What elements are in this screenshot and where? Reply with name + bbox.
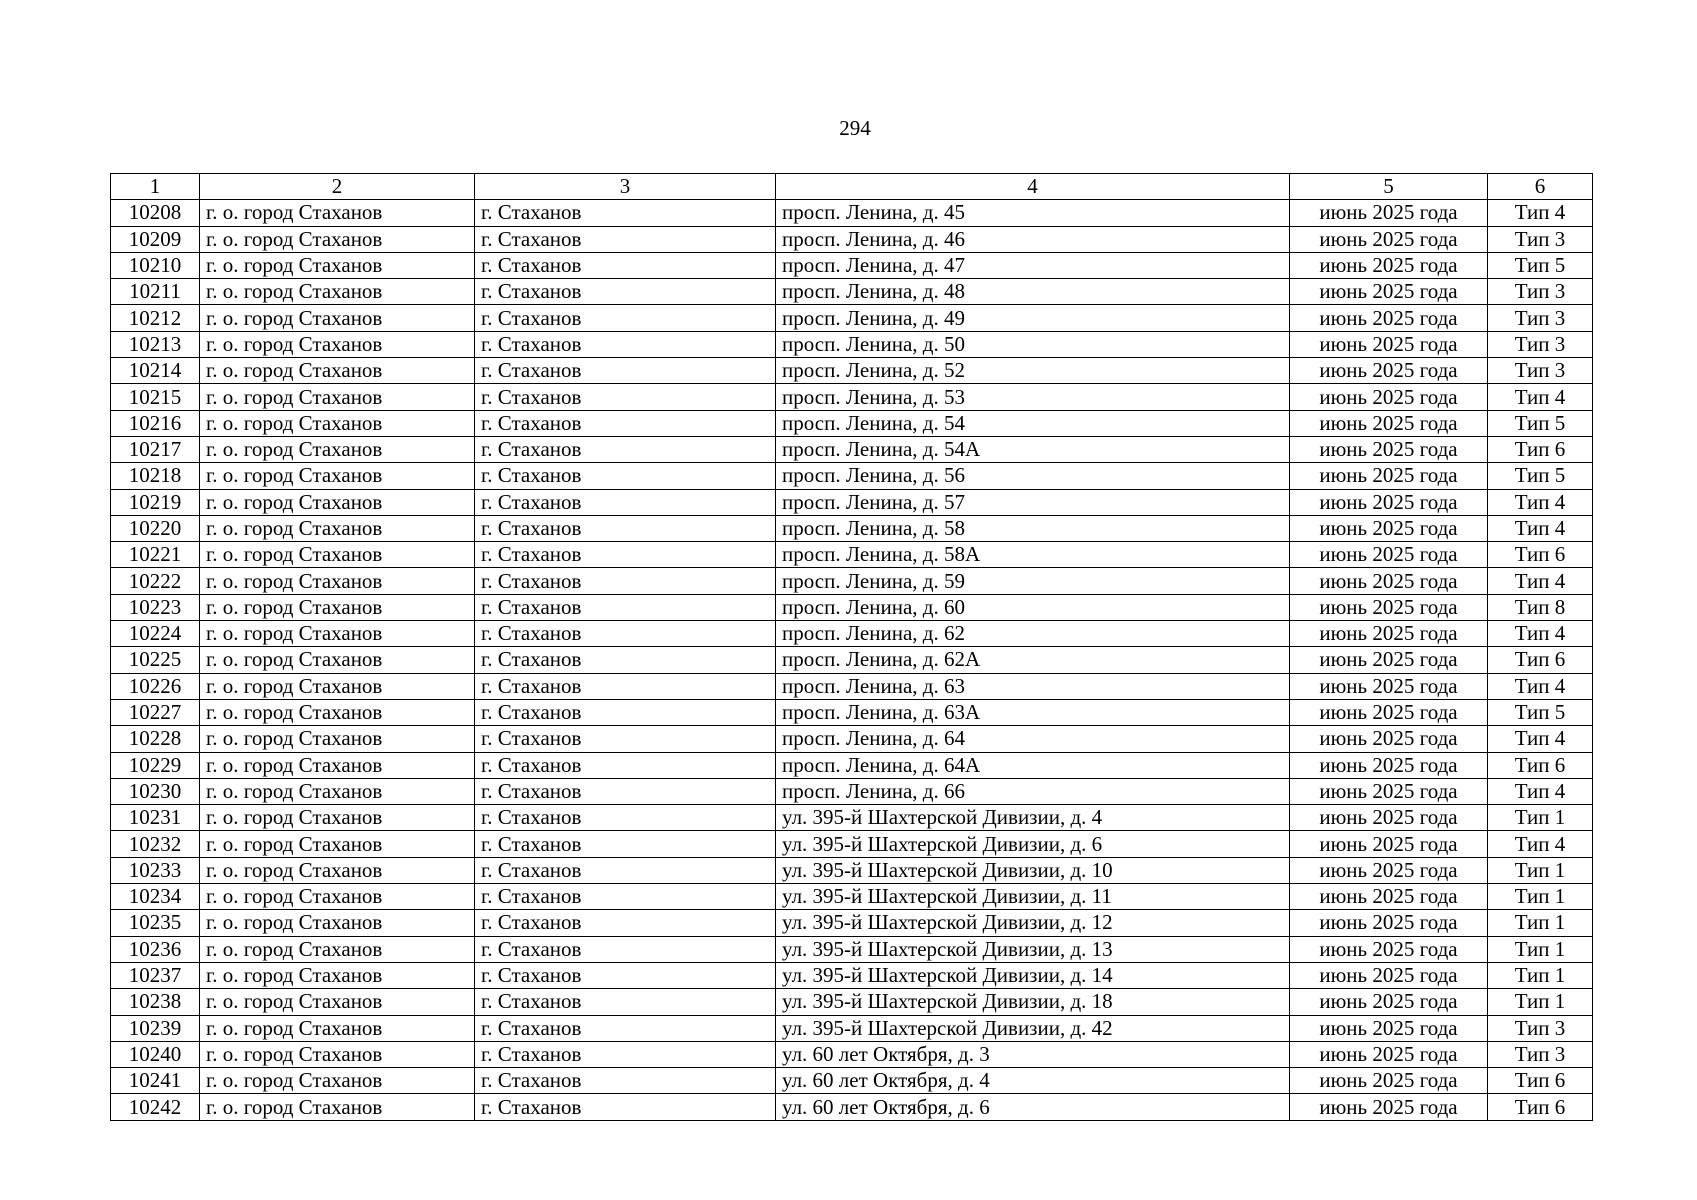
- header-cell-3: 3: [475, 174, 776, 200]
- record-number-cell: 10215: [111, 384, 200, 410]
- address-cell: просп. Ленина, д. 64А: [776, 752, 1290, 778]
- table-row: [111, 884, 1593, 910]
- record-number-cell: 10210: [111, 252, 200, 278]
- locality-cell: г. Стаханов: [475, 884, 776, 910]
- date-cell: июнь 2025 года: [1290, 936, 1488, 962]
- table-row: [111, 621, 1593, 647]
- table-row: [111, 226, 1593, 252]
- record-number-cell: 10220: [111, 515, 200, 541]
- date-cell: июнь 2025 года: [1290, 200, 1488, 226]
- type-cell: Тип 3: [1488, 331, 1593, 357]
- address-cell: просп. Ленина, д. 63А: [776, 699, 1290, 725]
- locality-cell: г. Стаханов: [475, 542, 776, 568]
- table-row: [111, 279, 1593, 305]
- type-cell: Тип 3: [1488, 1015, 1593, 1041]
- type-cell: Тип 3: [1488, 358, 1593, 384]
- municipality-cell: г. о. город Стаханов: [200, 358, 475, 384]
- locality-cell: г. Стаханов: [475, 752, 776, 778]
- date-cell: июнь 2025 года: [1290, 568, 1488, 594]
- municipality-cell: г. о. город Стаханов: [200, 726, 475, 752]
- type-cell: Тип 1: [1488, 989, 1593, 1015]
- record-number-cell: 10230: [111, 778, 200, 804]
- locality-cell: г. Стаханов: [475, 857, 776, 883]
- type-cell: Тип 4: [1488, 831, 1593, 857]
- date-cell: июнь 2025 года: [1290, 489, 1488, 515]
- date-cell: июнь 2025 года: [1290, 778, 1488, 804]
- date-cell: июнь 2025 года: [1290, 962, 1488, 988]
- municipality-cell: г. о. город Стаханов: [200, 989, 475, 1015]
- table-row: [111, 410, 1593, 436]
- municipality-cell: г. о. город Стаханов: [200, 910, 475, 936]
- locality-cell: г. Стаханов: [475, 962, 776, 988]
- table-row: [111, 699, 1593, 725]
- address-cell: ул. 395-й Шахтерской Дивизии, д. 6: [776, 831, 1290, 857]
- date-cell: июнь 2025 года: [1290, 1094, 1488, 1120]
- address-cell: просп. Ленина, д. 59: [776, 568, 1290, 594]
- locality-cell: г. Стаханов: [475, 778, 776, 804]
- table-row: [111, 436, 1593, 462]
- address-cell: просп. Ленина, д. 53: [776, 384, 1290, 410]
- record-number-cell: 10236: [111, 936, 200, 962]
- locality-cell: г. Стаханов: [475, 279, 776, 305]
- page-number: 294: [839, 116, 871, 140]
- date-cell: июнь 2025 года: [1290, 1015, 1488, 1041]
- date-cell: июнь 2025 года: [1290, 1068, 1488, 1094]
- record-number-cell: 10225: [111, 647, 200, 673]
- type-cell: Тип 4: [1488, 778, 1593, 804]
- locality-cell: г. Стаханов: [475, 831, 776, 857]
- type-cell: Тип 5: [1488, 463, 1593, 489]
- date-cell: июнь 2025 года: [1290, 910, 1488, 936]
- type-cell: Тип 4: [1488, 489, 1593, 515]
- table-row: [111, 1041, 1593, 1067]
- address-cell: просп. Ленина, д. 49: [776, 305, 1290, 331]
- municipality-cell: г. о. город Стаханов: [200, 621, 475, 647]
- record-number-cell: 10227: [111, 699, 200, 725]
- table-row: [111, 305, 1593, 331]
- address-cell: просп. Ленина, д. 54А: [776, 436, 1290, 462]
- locality-cell: г. Стаханов: [475, 1041, 776, 1067]
- type-cell: Тип 1: [1488, 884, 1593, 910]
- address-cell: ул. 60 лет Октября, д. 3: [776, 1041, 1290, 1067]
- record-number-cell: 10213: [111, 331, 200, 357]
- table-row: [111, 594, 1593, 620]
- type-cell: Тип 1: [1488, 936, 1593, 962]
- date-cell: июнь 2025 года: [1290, 515, 1488, 541]
- address-cell: просп. Ленина, д. 63: [776, 673, 1290, 699]
- record-number-cell: 10232: [111, 831, 200, 857]
- locality-cell: г. Стаханов: [475, 384, 776, 410]
- date-cell: июнь 2025 года: [1290, 621, 1488, 647]
- type-cell: Тип 6: [1488, 647, 1593, 673]
- record-number-cell: 10228: [111, 726, 200, 752]
- municipality-cell: г. о. город Стаханов: [200, 1015, 475, 1041]
- date-cell: июнь 2025 года: [1290, 305, 1488, 331]
- municipality-cell: г. о. город Стаханов: [200, 463, 475, 489]
- type-cell: Тип 1: [1488, 910, 1593, 936]
- registry-table: [110, 173, 1593, 1121]
- municipality-cell: г. о. город Стаханов: [200, 673, 475, 699]
- record-number-cell: 10221: [111, 542, 200, 568]
- address-cell: просп. Ленина, д. 57: [776, 489, 1290, 515]
- table-row: [111, 542, 1593, 568]
- type-cell: Тип 4: [1488, 726, 1593, 752]
- locality-cell: г. Стаханов: [475, 1068, 776, 1094]
- address-cell: просп. Ленина, д. 52: [776, 358, 1290, 384]
- locality-cell: г. Стаханов: [475, 410, 776, 436]
- record-number-cell: 10240: [111, 1041, 200, 1067]
- municipality-cell: г. о. город Стаханов: [200, 805, 475, 831]
- table-row: [111, 252, 1593, 278]
- table-row: [111, 200, 1593, 226]
- address-cell: ул. 395-й Шахтерской Дивизии, д. 4: [776, 805, 1290, 831]
- type-cell: Тип 8: [1488, 594, 1593, 620]
- address-cell: ул. 395-й Шахтерской Дивизии, д. 12: [776, 910, 1290, 936]
- date-cell: июнь 2025 года: [1290, 410, 1488, 436]
- table-row: [111, 331, 1593, 357]
- type-cell: Тип 5: [1488, 410, 1593, 436]
- date-cell: июнь 2025 года: [1290, 699, 1488, 725]
- table-row: [111, 936, 1593, 962]
- address-cell: просп. Ленина, д. 60: [776, 594, 1290, 620]
- type-cell: Тип 4: [1488, 515, 1593, 541]
- locality-cell: г. Стаханов: [475, 805, 776, 831]
- table-body: [111, 200, 1593, 1120]
- record-number-cell: 10234: [111, 884, 200, 910]
- locality-cell: г. Стаханов: [475, 358, 776, 384]
- locality-cell: г. Стаханов: [475, 515, 776, 541]
- type-cell: Тип 3: [1488, 226, 1593, 252]
- locality-cell: г. Стаханов: [475, 936, 776, 962]
- table-row: [111, 726, 1593, 752]
- municipality-cell: г. о. город Стаханов: [200, 542, 475, 568]
- record-number-cell: 10211: [111, 279, 200, 305]
- table-row: [111, 752, 1593, 778]
- record-number-cell: 10223: [111, 594, 200, 620]
- type-cell: Тип 6: [1488, 542, 1593, 568]
- date-cell: июнь 2025 года: [1290, 884, 1488, 910]
- locality-cell: г. Стаханов: [475, 1094, 776, 1120]
- address-cell: просп. Ленина, д. 45: [776, 200, 1290, 226]
- date-cell: июнь 2025 года: [1290, 805, 1488, 831]
- type-cell: Тип 1: [1488, 962, 1593, 988]
- record-number-cell: 10235: [111, 910, 200, 936]
- date-cell: июнь 2025 года: [1290, 594, 1488, 620]
- municipality-cell: г. о. город Стаханов: [200, 1041, 475, 1067]
- municipality-cell: г. о. город Стаханов: [200, 962, 475, 988]
- address-cell: просп. Ленина, д. 50: [776, 331, 1290, 357]
- type-cell: Тип 4: [1488, 673, 1593, 699]
- date-cell: июнь 2025 года: [1290, 857, 1488, 883]
- address-cell: просп. Ленина, д. 62А: [776, 647, 1290, 673]
- address-cell: просп. Ленина, д. 66: [776, 778, 1290, 804]
- table-row: [111, 778, 1593, 804]
- municipality-cell: г. о. город Стаханов: [200, 568, 475, 594]
- record-number-cell: 10222: [111, 568, 200, 594]
- record-number-cell: 10229: [111, 752, 200, 778]
- table-row: [111, 463, 1593, 489]
- type-cell: Тип 6: [1488, 1068, 1593, 1094]
- type-cell: Тип 3: [1488, 279, 1593, 305]
- header-cell-5: 5: [1290, 174, 1488, 200]
- record-number-cell: 10237: [111, 962, 200, 988]
- locality-cell: г. Стаханов: [475, 673, 776, 699]
- address-cell: просп. Ленина, д. 46: [776, 226, 1290, 252]
- municipality-cell: г. о. город Стаханов: [200, 594, 475, 620]
- locality-cell: г. Стаханов: [475, 331, 776, 357]
- municipality-cell: г. о. город Стаханов: [200, 1094, 475, 1120]
- table-row: [111, 568, 1593, 594]
- locality-cell: г. Стаханов: [475, 647, 776, 673]
- municipality-cell: г. о. город Стаханов: [200, 410, 475, 436]
- table-row: [111, 358, 1593, 384]
- locality-cell: г. Стаханов: [475, 252, 776, 278]
- locality-cell: г. Стаханов: [475, 910, 776, 936]
- address-cell: просп. Ленина, д. 58А: [776, 542, 1290, 568]
- date-cell: июнь 2025 года: [1290, 989, 1488, 1015]
- table-row: [111, 647, 1593, 673]
- address-cell: ул. 60 лет Октября, д. 4: [776, 1068, 1290, 1094]
- address-cell: ул. 395-й Шахтерской Дивизии, д. 10: [776, 857, 1290, 883]
- record-number-cell: 10224: [111, 621, 200, 647]
- municipality-cell: г. о. город Стаханов: [200, 436, 475, 462]
- municipality-cell: г. о. город Стаханов: [200, 1068, 475, 1094]
- table-row: [111, 805, 1593, 831]
- record-number-cell: 10214: [111, 358, 200, 384]
- table-row: [111, 384, 1593, 410]
- locality-cell: г. Стаханов: [475, 1015, 776, 1041]
- municipality-cell: г. о. город Стаханов: [200, 699, 475, 725]
- address-cell: ул. 395-й Шахтерской Дивизии, д. 18: [776, 989, 1290, 1015]
- date-cell: июнь 2025 года: [1290, 252, 1488, 278]
- address-cell: просп. Ленина, д. 58: [776, 515, 1290, 541]
- table-row: [111, 831, 1593, 857]
- type-cell: Тип 3: [1488, 1041, 1593, 1067]
- table-row: [111, 910, 1593, 936]
- record-number-cell: 10208: [111, 200, 200, 226]
- type-cell: Тип 5: [1488, 252, 1593, 278]
- table-row: [111, 1068, 1593, 1094]
- table-row: [111, 857, 1593, 883]
- date-cell: июнь 2025 года: [1290, 463, 1488, 489]
- record-number-cell: 10216: [111, 410, 200, 436]
- municipality-cell: г. о. город Стаханов: [200, 384, 475, 410]
- date-cell: июнь 2025 года: [1290, 436, 1488, 462]
- municipality-cell: г. о. город Стаханов: [200, 515, 475, 541]
- address-cell: просп. Ленина, д. 62: [776, 621, 1290, 647]
- municipality-cell: г. о. город Стаханов: [200, 331, 475, 357]
- header-cell-4: 4: [776, 174, 1290, 200]
- type-cell: Тип 4: [1488, 621, 1593, 647]
- date-cell: июнь 2025 года: [1290, 726, 1488, 752]
- table-row: [111, 515, 1593, 541]
- record-number-cell: 10241: [111, 1068, 200, 1094]
- locality-cell: г. Стаханов: [475, 699, 776, 725]
- record-number-cell: 10238: [111, 989, 200, 1015]
- type-cell: Тип 6: [1488, 1094, 1593, 1120]
- type-cell: Тип 5: [1488, 699, 1593, 725]
- date-cell: июнь 2025 года: [1290, 542, 1488, 568]
- address-cell: просп. Ленина, д. 48: [776, 279, 1290, 305]
- date-cell: июнь 2025 года: [1290, 831, 1488, 857]
- date-cell: июнь 2025 года: [1290, 226, 1488, 252]
- locality-cell: г. Стаханов: [475, 436, 776, 462]
- header-cell-2: 2: [200, 174, 475, 200]
- record-number-cell: 10231: [111, 805, 200, 831]
- record-number-cell: 10242: [111, 1094, 200, 1120]
- municipality-cell: г. о. город Стаханов: [200, 252, 475, 278]
- record-number-cell: 10239: [111, 1015, 200, 1041]
- table-row: [111, 673, 1593, 699]
- type-cell: Тип 6: [1488, 752, 1593, 778]
- table-row: [111, 1094, 1593, 1120]
- municipality-cell: г. о. город Стаханов: [200, 489, 475, 515]
- locality-cell: г. Стаханов: [475, 621, 776, 647]
- record-number-cell: 10209: [111, 226, 200, 252]
- record-number-cell: 10233: [111, 857, 200, 883]
- date-cell: июнь 2025 года: [1290, 1041, 1488, 1067]
- table-header: [111, 174, 1593, 200]
- address-cell: ул. 395-й Шахтерской Дивизии, д. 11: [776, 884, 1290, 910]
- municipality-cell: г. о. город Стаханов: [200, 200, 475, 226]
- header-cell-6: 6: [1488, 174, 1593, 200]
- type-cell: Тип 4: [1488, 568, 1593, 594]
- municipality-cell: г. о. город Стаханов: [200, 305, 475, 331]
- type-cell: Тип 4: [1488, 200, 1593, 226]
- record-number-cell: 10219: [111, 489, 200, 515]
- date-cell: июнь 2025 года: [1290, 647, 1488, 673]
- municipality-cell: г. о. город Стаханов: [200, 857, 475, 883]
- table-row: [111, 1015, 1593, 1041]
- municipality-cell: г. о. город Стаханов: [200, 778, 475, 804]
- municipality-cell: г. о. город Стаханов: [200, 884, 475, 910]
- date-cell: июнь 2025 года: [1290, 331, 1488, 357]
- locality-cell: г. Стаханов: [475, 305, 776, 331]
- locality-cell: г. Стаханов: [475, 989, 776, 1015]
- type-cell: Тип 6: [1488, 436, 1593, 462]
- municipality-cell: г. о. город Стаханов: [200, 279, 475, 305]
- header-cell-1: 1: [111, 174, 200, 200]
- table-row: [111, 489, 1593, 515]
- date-cell: июнь 2025 года: [1290, 384, 1488, 410]
- record-number-cell: 10212: [111, 305, 200, 331]
- address-cell: просп. Ленина, д. 64: [776, 726, 1290, 752]
- date-cell: июнь 2025 года: [1290, 358, 1488, 384]
- locality-cell: г. Стаханов: [475, 594, 776, 620]
- type-cell: Тип 4: [1488, 384, 1593, 410]
- municipality-cell: г. о. город Стаханов: [200, 936, 475, 962]
- table-row: [111, 989, 1593, 1015]
- type-cell: Тип 3: [1488, 305, 1593, 331]
- municipality-cell: г. о. город Стаханов: [200, 831, 475, 857]
- address-cell: просп. Ленина, д. 56: [776, 463, 1290, 489]
- type-cell: Тип 1: [1488, 805, 1593, 831]
- address-cell: ул. 60 лет Октября, д. 6: [776, 1094, 1290, 1120]
- locality-cell: г. Стаханов: [475, 463, 776, 489]
- locality-cell: г. Стаханов: [475, 568, 776, 594]
- municipality-cell: г. о. город Стаханов: [200, 752, 475, 778]
- address-cell: ул. 395-й Шахтерской Дивизии, д. 14: [776, 962, 1290, 988]
- record-number-cell: 10226: [111, 673, 200, 699]
- locality-cell: г. Стаханов: [475, 726, 776, 752]
- locality-cell: г. Стаханов: [475, 226, 776, 252]
- date-cell: июнь 2025 года: [1290, 673, 1488, 699]
- locality-cell: г. Стаханов: [475, 489, 776, 515]
- address-cell: просп. Ленина, д. 47: [776, 252, 1290, 278]
- municipality-cell: г. о. город Стаханов: [200, 647, 475, 673]
- locality-cell: г. Стаханов: [475, 200, 776, 226]
- type-cell: Тип 1: [1488, 857, 1593, 883]
- address-cell: просп. Ленина, д. 54: [776, 410, 1290, 436]
- address-cell: ул. 395-й Шахтерской Дивизии, д. 42: [776, 1015, 1290, 1041]
- header-row: [111, 174, 1593, 200]
- date-cell: июнь 2025 года: [1290, 752, 1488, 778]
- address-cell: ул. 395-й Шахтерской Дивизии, д. 13: [776, 936, 1290, 962]
- table-row: [111, 962, 1593, 988]
- record-number-cell: 10218: [111, 463, 200, 489]
- date-cell: июнь 2025 года: [1290, 279, 1488, 305]
- record-number-cell: 10217: [111, 436, 200, 462]
- municipality-cell: г. о. город Стаханов: [200, 226, 475, 252]
